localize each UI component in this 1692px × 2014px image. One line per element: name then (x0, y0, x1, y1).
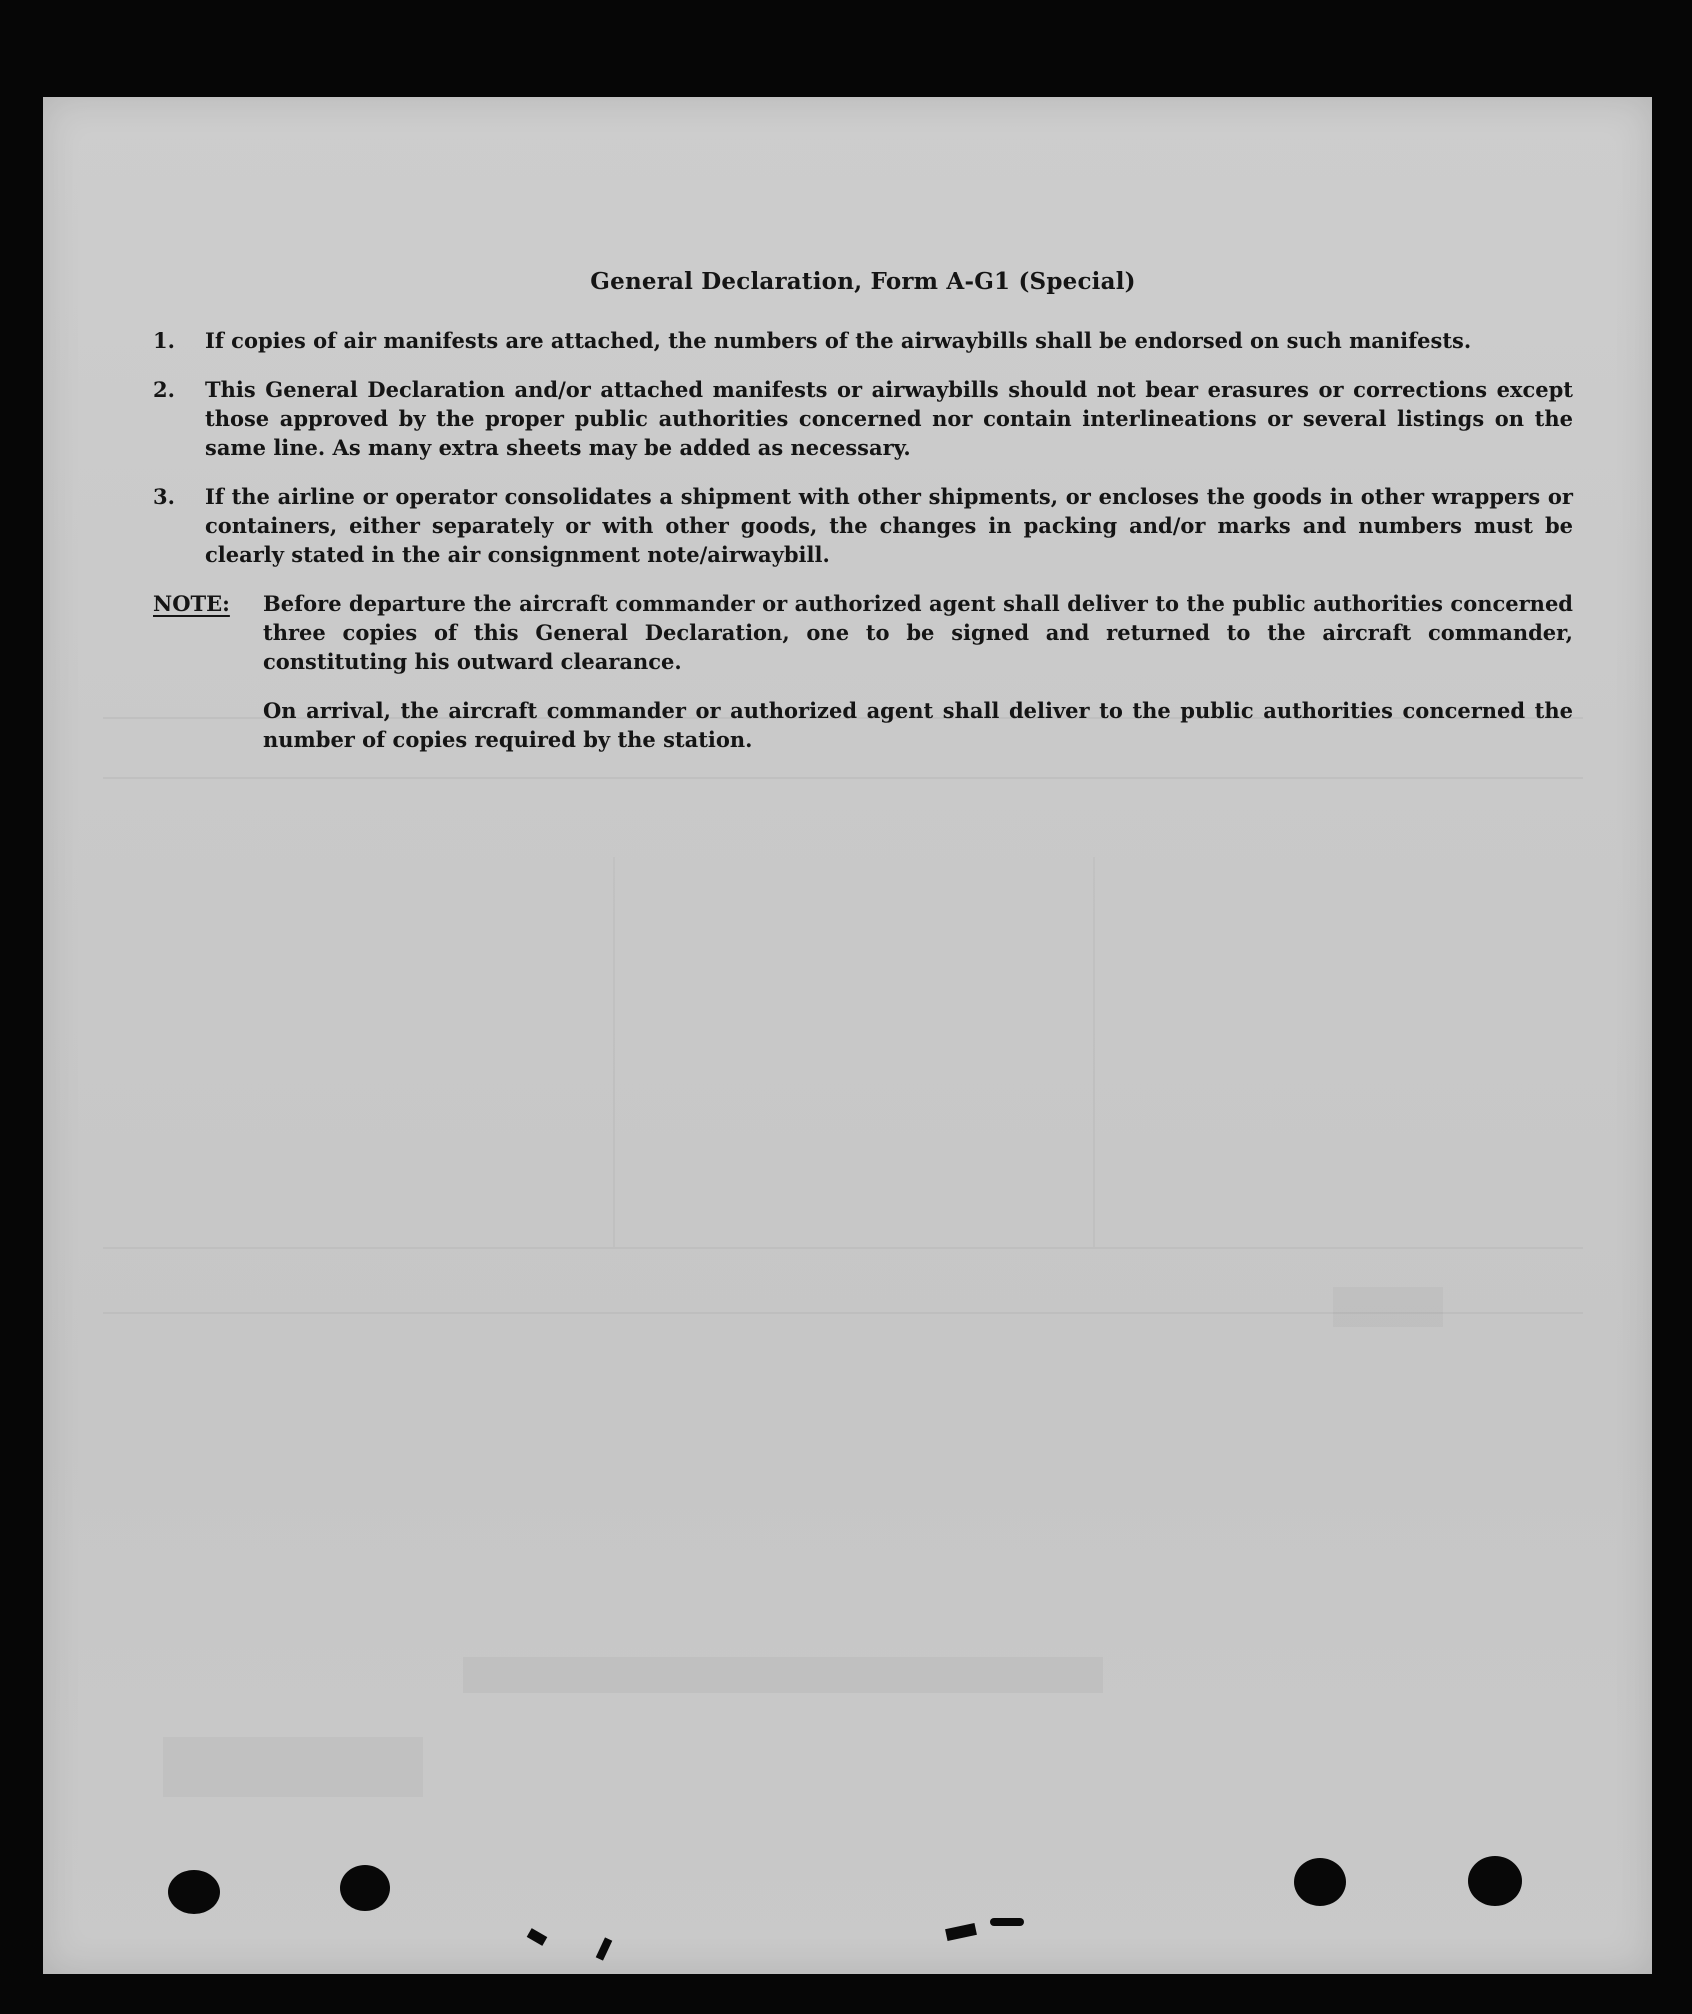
instruction-item (153, 482, 1573, 569)
item-number: 2. (153, 377, 175, 402)
bleed-through-mark (1333, 1287, 1443, 1327)
punch-hole (1468, 1856, 1522, 1906)
bleed-through-line (1093, 857, 1095, 1247)
bleed-through-line (613, 857, 615, 1247)
bleed-through-line (103, 1312, 1583, 1314)
punch-hole (168, 1870, 220, 1914)
item-number: 3. (153, 484, 175, 509)
item-text: If copies of air manifests are attached, the numbers of the airwaybills shall be endorsed on such manifests. (205, 328, 1472, 353)
punch-hole (340, 1865, 390, 1911)
bleed-through-mark (463, 1657, 1103, 1693)
note-paragraph: On arrival, the aircraft commander or authorized agent shall deliver to the public authorities concerned the number of copies required by the station. (263, 698, 1573, 752)
paper-sheet (43, 97, 1652, 1974)
declaration-instructions (153, 267, 1573, 754)
item-text: This General Declaration and/or attached manifests or airwaybills should not bear erasures or corrections except those approved by the proper public authorities concerned nor contain interlineations or several listings on the same line. As many extra sheets may be added as necessary. (205, 377, 1573, 460)
bleed-through-line (103, 777, 1583, 779)
note-section (153, 589, 1573, 676)
instruction-item (153, 326, 1573, 355)
instruction-item (153, 375, 1573, 462)
note-label: NOTE: (153, 591, 230, 616)
bleed-through-line (103, 1247, 1583, 1249)
note-paragraph: Before departure the aircraft commander or authorized agent shall deliver to the public authorities concerned three copies of this General Declaration, one to be signed and returned to the aircraft commander, constituting his outward clearance. (263, 591, 1573, 674)
item-text: If the airline or operator consolidates a shipment with other shipments, or encloses the goods in other wrappers or containers, either separately or with other goods, the changes in packing and/or marks and numbers must be clearly stated in the air consignment note/airwaybill. (205, 484, 1573, 567)
document-title: General Declaration, Form A-G1 (Special) (590, 268, 1136, 295)
item-number: 1. (153, 328, 175, 353)
bleed-through-mark (163, 1737, 423, 1797)
punch-hole (1294, 1858, 1346, 1906)
paper-tear (990, 1918, 1024, 1926)
